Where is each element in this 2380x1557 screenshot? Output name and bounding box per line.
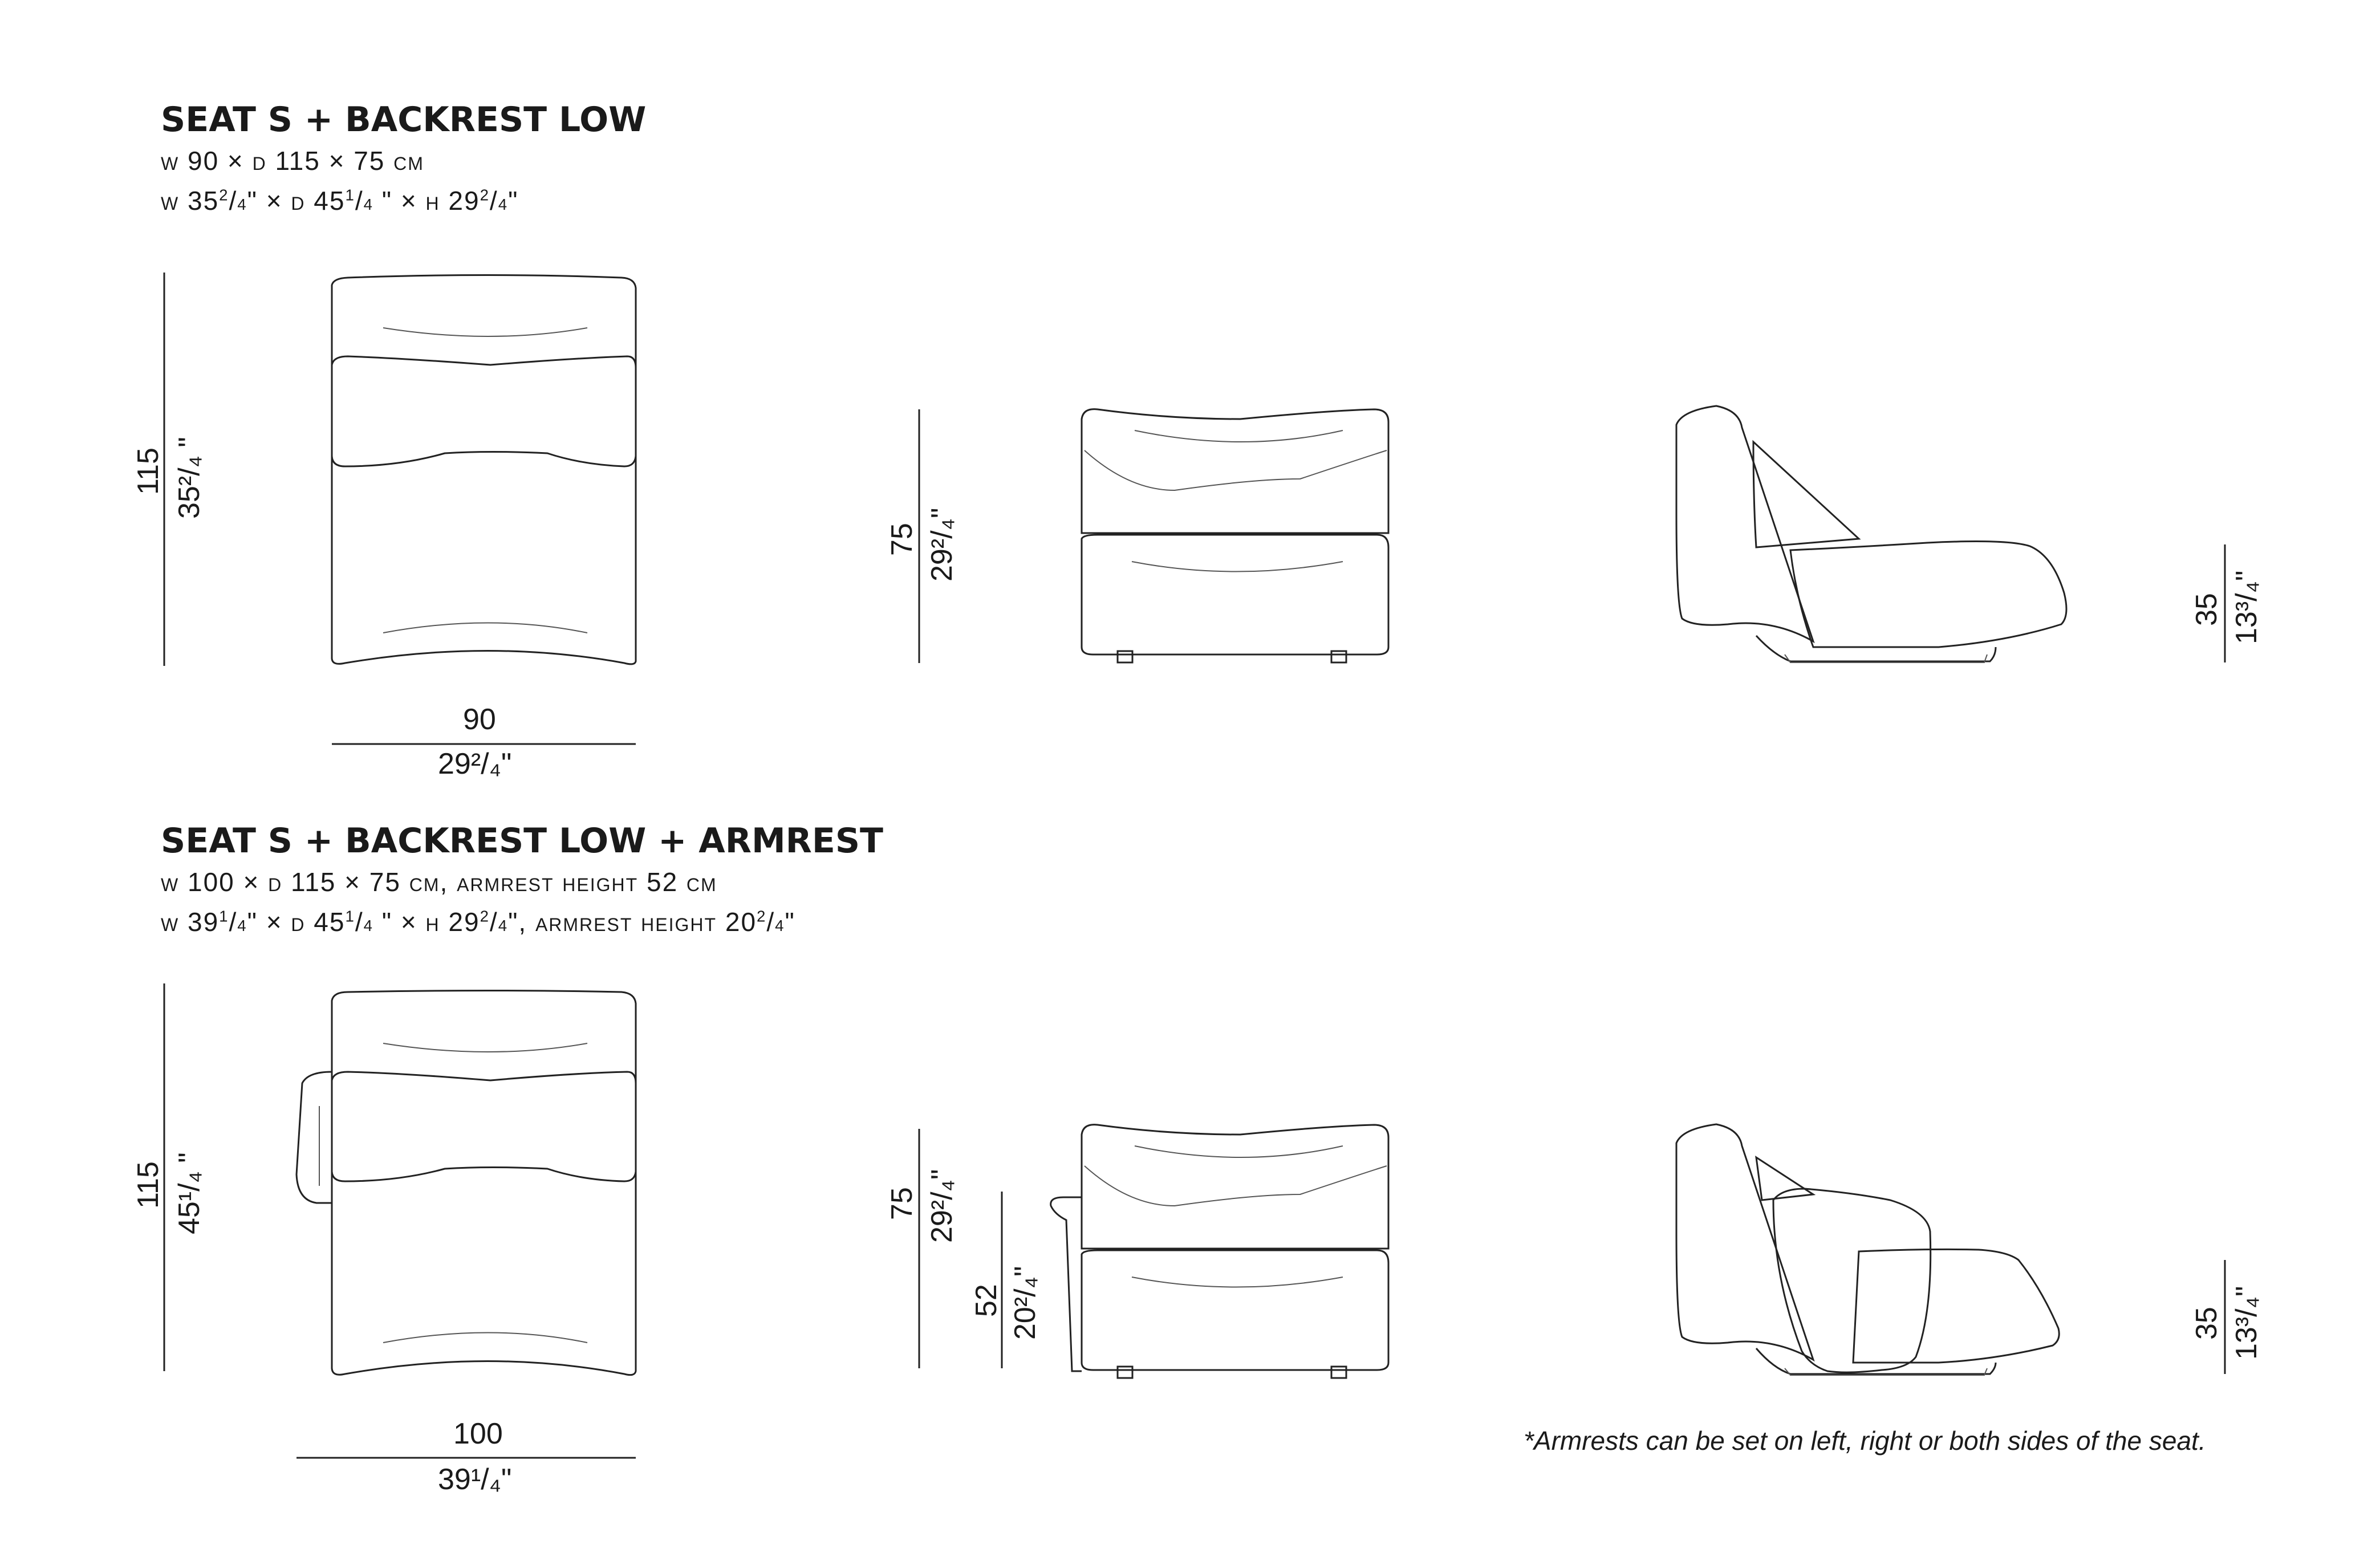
s1-height-cm: 75	[886, 523, 919, 556]
fraction-denominator: 4	[237, 196, 247, 213]
fraction-numerator: 2	[480, 186, 490, 204]
s2-front-view	[1051, 1125, 1388, 1378]
s2-side-view	[1676, 1124, 2059, 1375]
s2-height-in: 29²/₄"	[925, 1169, 959, 1243]
s2-top-view	[297, 991, 636, 1375]
fraction-slash: /	[766, 907, 775, 937]
fraction-numerator: 1	[219, 907, 229, 925]
s1-width-in: 29²/₄"	[438, 747, 512, 780]
fraction-denominator: 4	[363, 196, 373, 213]
fraction-slash: /	[355, 907, 364, 937]
s1-depth-cm: 115	[132, 448, 165, 495]
fraction-denominator: 4	[498, 196, 509, 213]
s1-width-cm: 90	[463, 703, 496, 736]
fraction-slash: /	[229, 186, 238, 216]
spec-text: " × d 45	[247, 907, 346, 937]
s2-height-cm: 75	[886, 1187, 919, 1220]
fraction-numerator: 1	[345, 186, 355, 204]
spec-text: " × h 29	[373, 907, 480, 937]
fraction-slash: /	[229, 907, 238, 937]
s2-armrest-cm: 52	[970, 1284, 1003, 1317]
s1-seat-height-in: 13³/₄"	[2230, 570, 2263, 644]
s2-depth-in: 45¹/₄ "	[173, 1152, 206, 1234]
s2-seat-height-in: 13³/₄"	[2230, 1286, 2263, 1360]
fraction-numerator: 2	[480, 907, 490, 925]
fraction-numerator: 2	[219, 186, 229, 204]
fraction-slash: /	[489, 186, 498, 216]
fraction-numerator: 1	[345, 907, 355, 925]
s1-side-view	[1676, 406, 2066, 662]
spec-text: w 35	[161, 186, 220, 216]
s1-seat-height-cm: 35	[2190, 593, 2223, 626]
s2-depth-cm: 115	[132, 1161, 165, 1209]
fraction-slash: /	[355, 186, 364, 216]
s2-seat-height-cm: 35	[2190, 1307, 2223, 1340]
armrest-footnote: *Armrests can be set on left, right or both sides of the seat.	[1524, 1426, 2206, 1456]
fraction-slash: /	[489, 907, 498, 937]
s2-width-in: 39¹/₄"	[438, 1463, 512, 1496]
section2-title: SEAT S + BACKREST LOW + ARMREST	[161, 821, 883, 861]
spec-text: " × h 29	[373, 186, 480, 216]
fraction-denominator: 4	[363, 917, 373, 934]
spec-text: "	[508, 186, 519, 216]
s1-depth-in: 35²/₄ "	[173, 437, 206, 519]
fraction-denominator: 4	[775, 917, 785, 934]
s2-armrest-in: 20²/₄"	[1009, 1266, 1042, 1340]
s1-top-view	[332, 275, 636, 664]
s1-height-in: 29²/₄"	[925, 507, 959, 582]
section1-title: SEAT S + BACKREST LOW	[161, 100, 647, 140]
spec-text: w 39	[161, 907, 220, 937]
s1-front-view	[1082, 409, 1388, 662]
section2-spec-cm: w 100 × d 115 × 75 cm, armrest height 52 cm	[161, 867, 717, 897]
spec-text: ", armrest height 20	[508, 907, 757, 937]
section1-spec-cm: w 90 × d 115 × 75 cm	[161, 146, 424, 176]
spec-text: "	[785, 907, 795, 937]
fraction-numerator: 2	[757, 907, 767, 925]
spec-text: " × d 45	[247, 186, 346, 216]
fraction-denominator: 4	[237, 917, 247, 934]
s2-width-cm: 100	[453, 1417, 503, 1450]
fraction-denominator: 4	[498, 917, 509, 934]
